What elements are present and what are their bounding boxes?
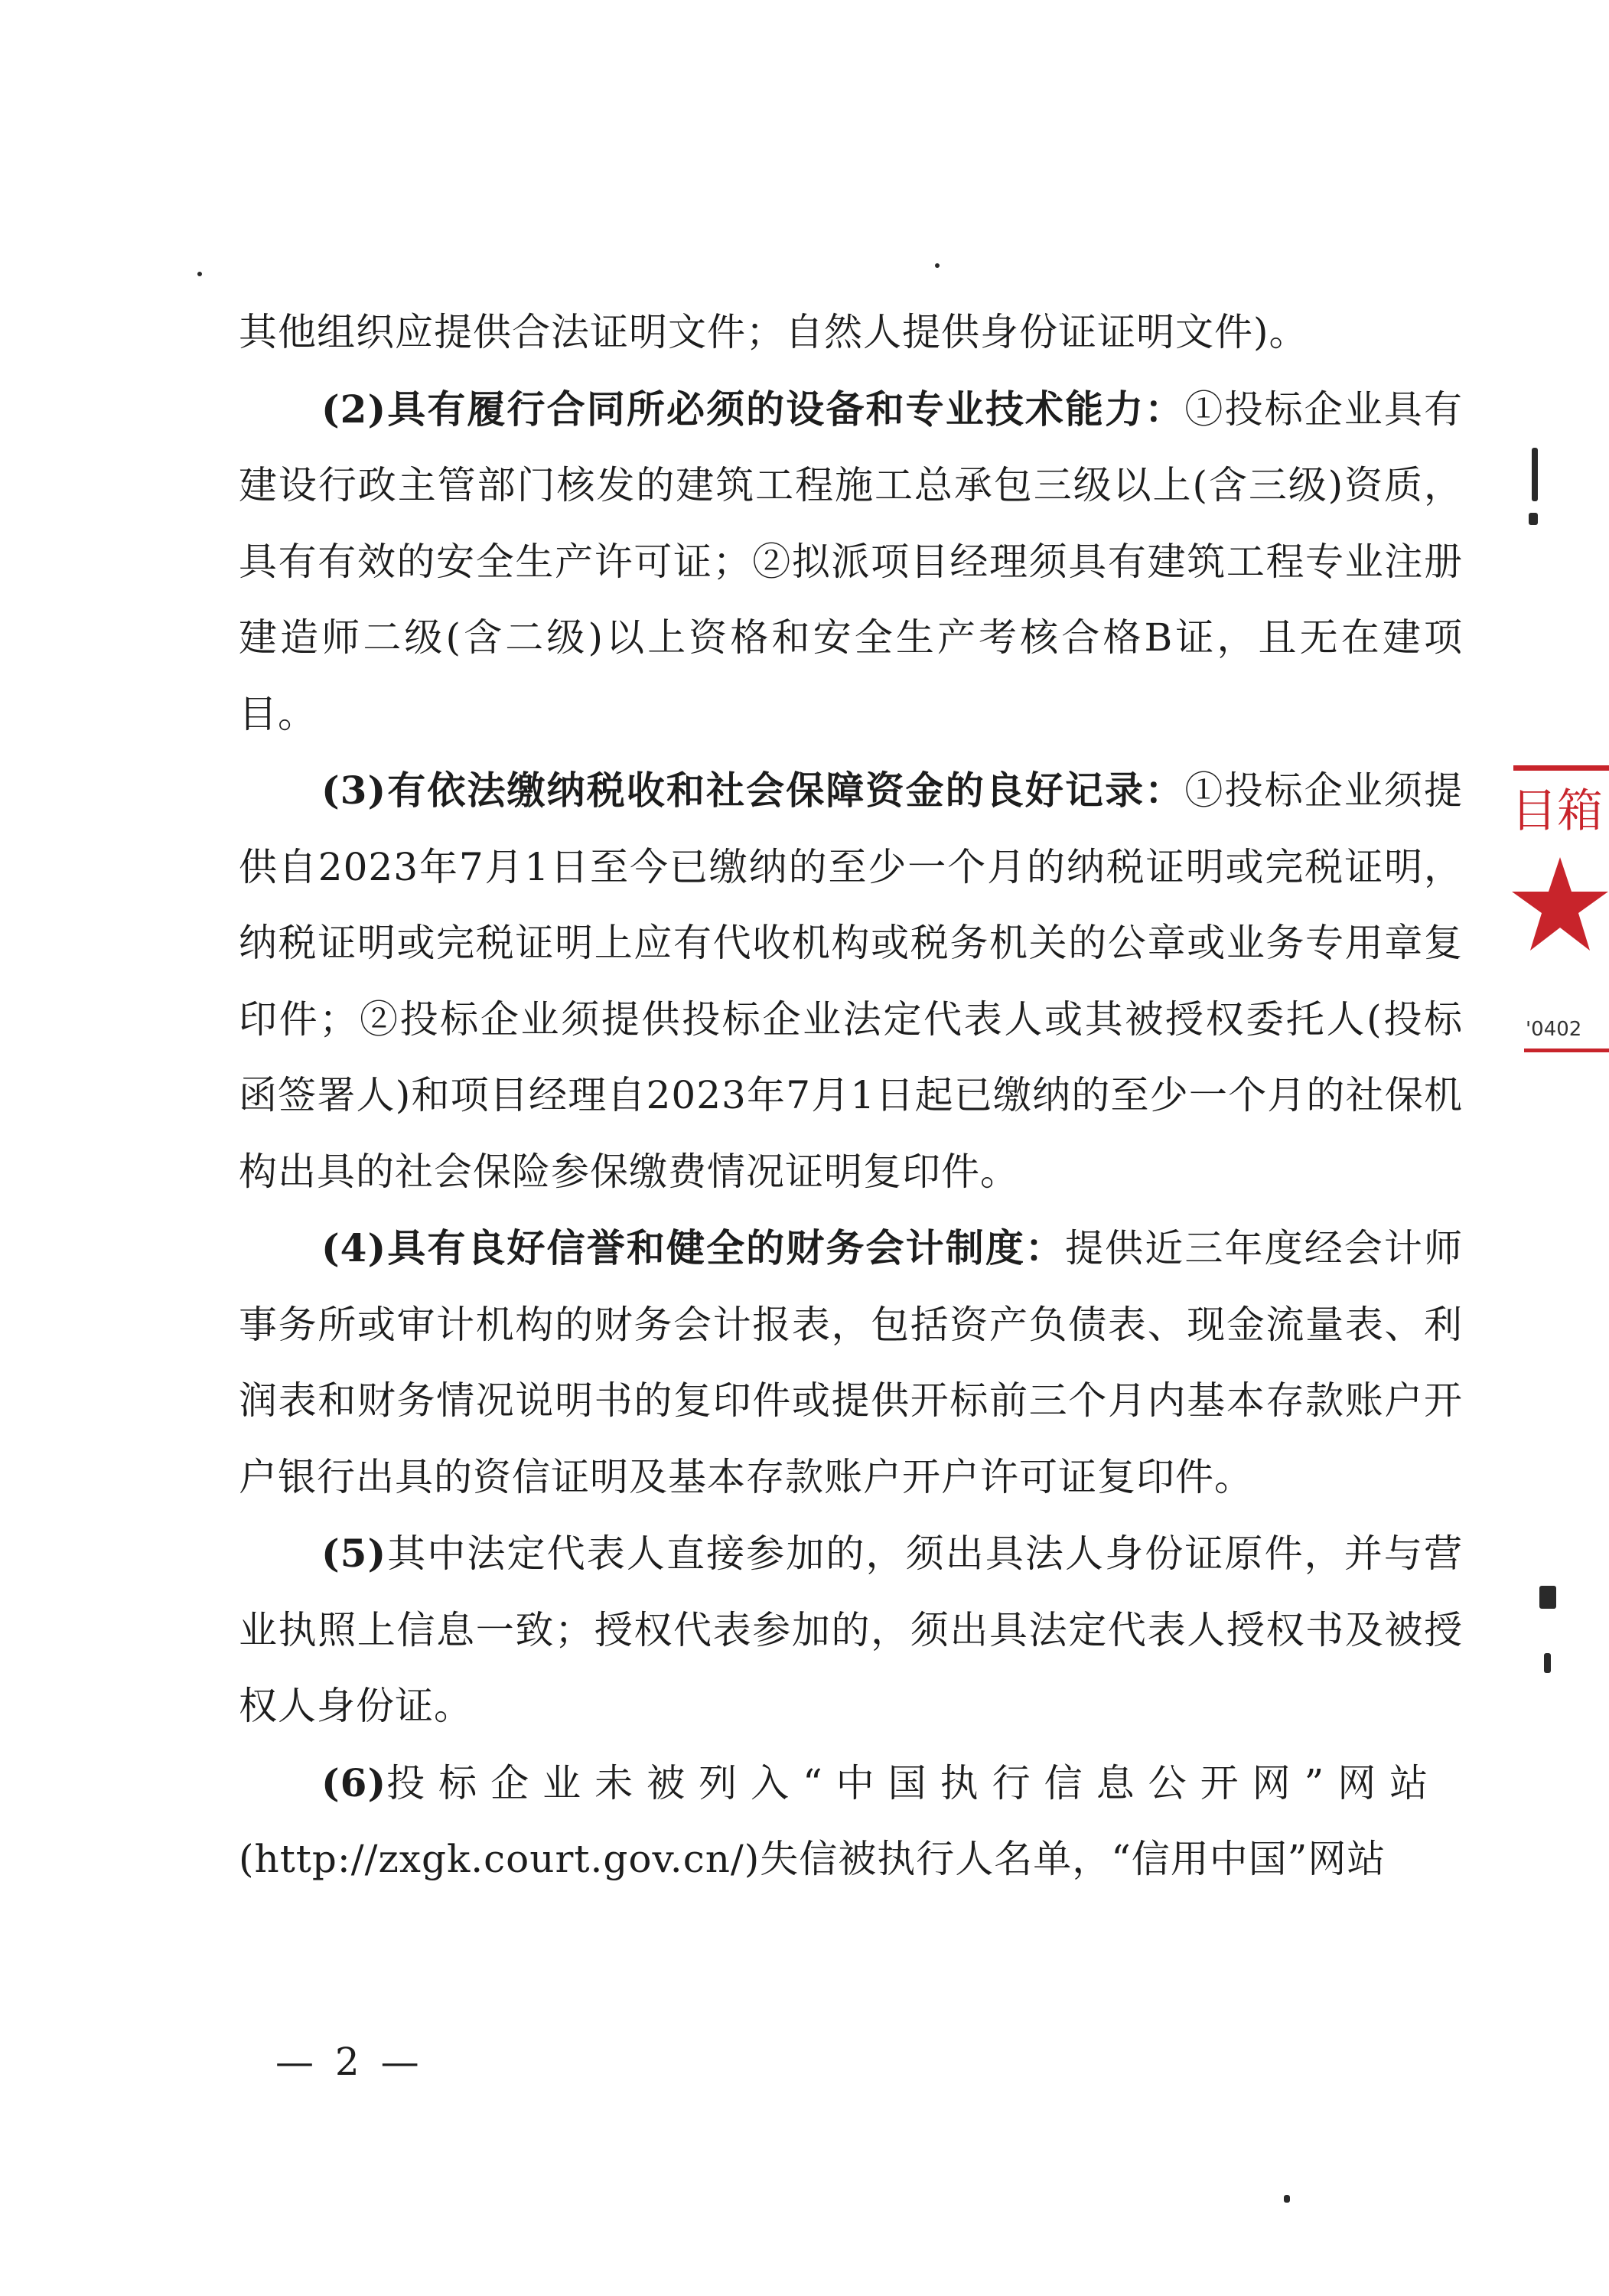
paragraph-body: 提供近三年度经会计师事务所或审计机构的财务会计报表，包括资产负债表、现金流量表、利润表和财务情况说明书的复印件或提供开标前三个月内基本存款账户开户银行出具的资信证明及基本存款账户开户许可证复印件。 — [239, 1226, 1463, 1499]
seal-fragment: 目箱 — [1511, 784, 1603, 838]
binding-mark — [1529, 513, 1538, 525]
page-number: — 2 — — [275, 2040, 424, 2084]
scan-speck — [935, 263, 940, 268]
seal-code: '0402 — [1526, 1018, 1582, 1041]
binding-mark — [1539, 1586, 1556, 1609]
paragraph-body: ①投标企业须提供自2023年7月1日至今已缴纳的至少一个月的纳税证明或完税证明，纳税证明或完税证明上应有代收机构或税务机关的公章或业务专用章复印件；②投标企业须提供投标企业法定代表人或其被授权委托人(投标函签署人)和项目经理自2023年7月1日起已缴纳的至少一个月的社保机构出具的社会保险参保缴费情况证明复印件。 — [239, 768, 1464, 1194]
seal-bottom-bar — [1524, 1049, 1609, 1052]
binding-mark — [1532, 448, 1538, 501]
paragraph-continuation — [239, 295, 1463, 371]
paragraph-item-2 — [239, 371, 1463, 753]
paragraph-lead: (3)有依法缴纳税收和社会保障资金的良好记录： — [321, 768, 1185, 813]
scan-speck — [1284, 2195, 1290, 2203]
paragraph-item-3 — [239, 752, 1463, 1210]
document-body — [239, 295, 1463, 1898]
scan-speck — [197, 272, 202, 276]
paragraph-body: 其中法定代表人直接参加的，须出具法人身份证原件，并与营业执照上信息一致；授权代表参加的，须出具法定代表人授权书及被授权人身份证。 — [239, 1531, 1463, 1728]
seal-top-bar — [1513, 765, 1609, 771]
paragraph-lead: (5) — [321, 1531, 387, 1576]
paragraph-item-5 — [239, 1515, 1463, 1745]
paragraph-body-line2: (http://zxgk.court.gov.cn/)失信被执行人名单，“信用中国”网站 — [239, 1837, 1386, 1881]
seal-star-icon — [1511, 857, 1609, 953]
paragraph-lead: (4)具有良好信誉和健全的财务会计制度： — [321, 1225, 1066, 1270]
paragraph-item-6 — [239, 1745, 1463, 1898]
paragraph-body: ①投标企业具有建设行政主管部门核发的建筑工程施工总承包三级以上(含三级)资质，具有有效的安全生产许可证；②拟派项目经理须具有建筑工程专业注册建造师二级(含二级)以上资格和安全生产考核合格B证，且无在建项目。 — [239, 386, 1464, 736]
paragraph-lead: (6) — [321, 1760, 387, 1805]
paragraph-item-4 — [239, 1210, 1463, 1515]
paragraph-body-line1: 投标企业未被列入“中国执行信息公开网”网站 — [386, 1760, 1442, 1805]
paragraph-lead: (2)具有履行合同所必须的设备和专业技术能力： — [321, 386, 1185, 432]
binding-mark — [1544, 1653, 1551, 1673]
paragraph-body: 其他组织应提供合法证明文件；自然人提供身份证证明文件)。 — [239, 310, 1308, 354]
